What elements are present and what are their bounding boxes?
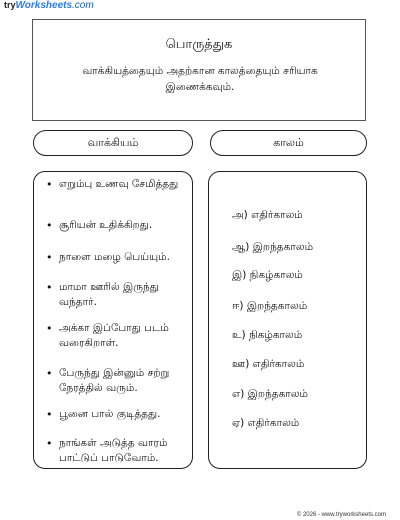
sentence-text: நாங்கள் அடுத்த வாரம் பாட்டுப் பாடுவோம்.	[59, 437, 168, 464]
bullet-marker: •	[46, 178, 53, 191]
worksheet-title: பொருத்துக	[165, 37, 233, 52]
bullet-marker: •	[46, 437, 53, 450]
tense-option: ஊ) எதிர்காலம்	[232, 358, 305, 370]
bullet-marker: •	[46, 367, 53, 380]
tense-column-header: காலம்	[210, 130, 367, 156]
sentence-item	[46, 177, 191, 192]
bullet-marker: •	[46, 219, 53, 232]
tense-option: அ) எதிர்காலம்	[232, 209, 303, 221]
tense-option: ஆ) இறந்தகாலம்	[232, 241, 314, 253]
logo-suffix: .com	[72, 0, 94, 11]
sentence-item	[46, 321, 191, 351]
tense-option: எ) இறந்தகாலம்	[232, 388, 308, 400]
bullet-marker: •	[46, 251, 53, 264]
sentence-text: அக்கா இப்போது படம் வரைகிறாள்.	[59, 322, 169, 349]
tense-option: இ) நிகழ்காலம்	[232, 269, 303, 281]
sentence-item	[46, 366, 191, 396]
sentence-column-header: வாக்கியம்	[33, 130, 193, 156]
bullet-marker: •	[46, 281, 53, 294]
sentence-text: பேருந்து இன்னும் சற்று நேரத்தில் வரும்.	[59, 367, 170, 394]
sentence-text: பூனை பால் குடித்தது.	[59, 408, 161, 420]
sentence-column-box	[33, 171, 193, 469]
sentence-text: மாமா ஊரில் இருந்து வந்தார்.	[59, 281, 159, 308]
logo-name: Worksheets	[15, 0, 73, 11]
tense-option: உ) நிகழ்காலம்	[232, 329, 303, 341]
bullet-marker: •	[46, 408, 53, 421]
sentence-text: சூரியன் உதிக்கிறது.	[59, 219, 153, 231]
tense-option: ஈ) இறந்தகாலம்	[232, 300, 308, 312]
site-logo	[4, 0, 94, 11]
sentence-text: நாளை மழை பெய்யும்.	[59, 251, 170, 263]
title-box	[32, 19, 366, 121]
bullet-marker: •	[46, 322, 53, 335]
sentence-item	[46, 218, 191, 233]
sentence-text: எறும்பு உணவு சேமித்தது	[59, 178, 179, 190]
instruction-text: வாக்கியத்தையும் அதற்கான காலத்தையும் சரியாக இணைக்கவும்.	[82, 65, 318, 93]
sentence-item	[46, 280, 191, 310]
copyright-footer: © 2026 - www.tryworksheets.com	[296, 512, 386, 518]
sentence-item	[46, 436, 191, 466]
logo-prefix: try	[4, 0, 16, 10]
tense-option: ஏ) எதிர்காலம்	[232, 417, 300, 429]
sentence-item	[46, 250, 191, 265]
sentence-item	[46, 407, 191, 422]
